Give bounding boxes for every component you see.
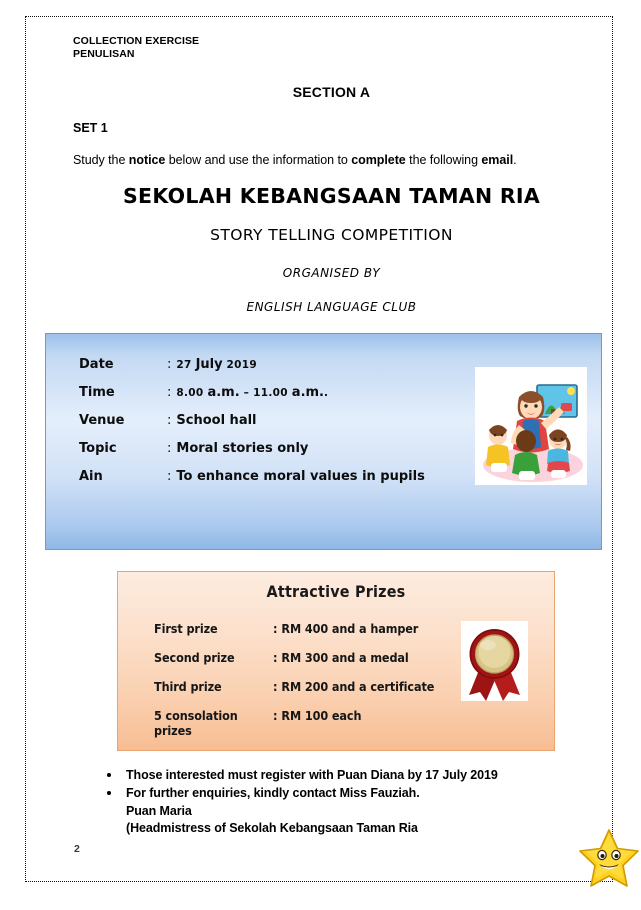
bullet-dot-icon — [107, 773, 111, 777]
prize-label-second: Second prize — [154, 650, 235, 665]
detail-colon: : — [167, 469, 172, 484]
detail-value-venue — [167, 413, 257, 428]
prize-row-first — [154, 621, 444, 636]
prizes-panel — [117, 571, 555, 751]
prizes-title: Attractive Prizes — [266, 582, 406, 601]
prizes-list — [154, 621, 444, 752]
set-label: SET 1 — [73, 120, 108, 135]
event-details-panel — [45, 333, 602, 550]
detail-colon: : — [167, 413, 172, 428]
instruction-bold-email: email — [481, 152, 514, 167]
notice-organiser: ENGLISH LANGUAGE CLUB — [246, 299, 417, 314]
document-page — [25, 16, 613, 882]
detail-value-date — [167, 357, 257, 372]
date-year: 2019 — [222, 359, 257, 371]
instruction-bold-notice: notice — [128, 152, 166, 167]
prize-row-consolation — [154, 708, 444, 738]
teacher-reading-icon — [475, 367, 587, 485]
bullet-text-enquiries: For further enquiries, kindly contact Miss Fauziah. — [126, 785, 420, 800]
time-start-number: 8.00 — [176, 387, 208, 399]
contact-role: (Headmistress of Sekolah Kebangsaan Taman Ria — [126, 821, 418, 836]
list-item — [98, 785, 568, 803]
prize-row-second — [154, 650, 444, 665]
award-rosette-icon — [461, 621, 528, 701]
instruction-bold-complete: complete — [351, 152, 406, 167]
prize-value-second — [273, 650, 409, 665]
detail-label-aim: Ain — [79, 469, 103, 484]
prize-colon: : — [273, 679, 278, 694]
detail-label-time: Time — [79, 385, 115, 400]
instruction-text — [73, 153, 590, 167]
date-month: July — [195, 357, 223, 372]
event-details-list — [79, 357, 479, 497]
time-end-number: – 11.00 — [239, 387, 292, 399]
date-day: 27 — [176, 359, 196, 371]
prize-amount-third: RM 200 and a certificate — [281, 679, 435, 694]
instruction-part-4: . — [513, 152, 517, 167]
prize-label-third: Third prize — [154, 679, 222, 694]
notice-footnotes — [98, 767, 568, 838]
detail-label-date: Date — [79, 357, 114, 372]
aim-text: To enhance moral values in pupils — [176, 469, 425, 484]
detail-colon: : — [167, 385, 172, 400]
prize-amount-second: RM 300 and a medal — [281, 650, 409, 665]
detail-row-time — [79, 385, 479, 400]
prize-amount-first: RM 400 and a hamper — [281, 621, 419, 636]
header-line-2: PENULISAN — [73, 48, 135, 61]
detail-row-aim — [79, 469, 479, 484]
detail-value-topic — [167, 441, 308, 456]
contact-name: Puan Maria — [126, 803, 192, 818]
prize-value-third — [273, 679, 434, 694]
time-end-meridiem: a.m. — [291, 385, 324, 400]
notice-subtitle: STORY TELLING COMPETITION — [210, 225, 453, 244]
detail-colon: : — [167, 357, 172, 372]
header-line-1: COLLECTION EXERCISE — [73, 35, 200, 47]
prize-colon: : — [273, 650, 278, 665]
smiling-star-icon — [578, 827, 640, 889]
prize-colon: : — [273, 708, 278, 723]
prize-colon: : — [273, 621, 278, 636]
time-start-meridiem: a.m. — [207, 385, 240, 400]
prize-amount-consolation: RM 100 each — [281, 708, 362, 723]
section-title: SECTION A — [292, 83, 371, 100]
detail-value-time — [167, 385, 328, 400]
prize-value-consolation — [273, 708, 361, 723]
page-number: 2 — [74, 843, 80, 855]
instruction-part-1: Study the — [73, 152, 129, 167]
time-trailing-dot: . — [324, 387, 329, 399]
topic-text: Moral stories only — [176, 441, 309, 456]
notice-organised-by: ORGANISED BY — [282, 265, 381, 280]
detail-row-date — [79, 357, 479, 372]
prize-label-consolation: 5 consolation prizes — [154, 708, 238, 738]
detail-value-aim — [167, 469, 425, 484]
detail-colon: : — [167, 441, 172, 456]
list-item — [98, 767, 568, 785]
notice-title: SEKOLAH KEBANGSAAN TAMAN RIA — [122, 183, 541, 208]
detail-row-topic — [79, 441, 479, 456]
venue-text: School hall — [176, 413, 257, 428]
detail-row-venue — [79, 413, 479, 428]
prize-row-third — [154, 679, 444, 694]
prize-value-first — [273, 621, 418, 636]
document-header — [73, 35, 590, 62]
detail-label-topic: Topic — [79, 441, 117, 456]
bullet-dot-icon — [107, 791, 111, 795]
instruction-part-3: the following — [405, 152, 482, 167]
prize-label-first: First prize — [154, 621, 218, 636]
detail-label-venue: Venue — [79, 413, 125, 428]
bullet-text-register: Those interested must register with Puan Diana by 17 July 2019 — [126, 768, 498, 782]
instruction-part-2: below and use the information to — [165, 152, 352, 167]
